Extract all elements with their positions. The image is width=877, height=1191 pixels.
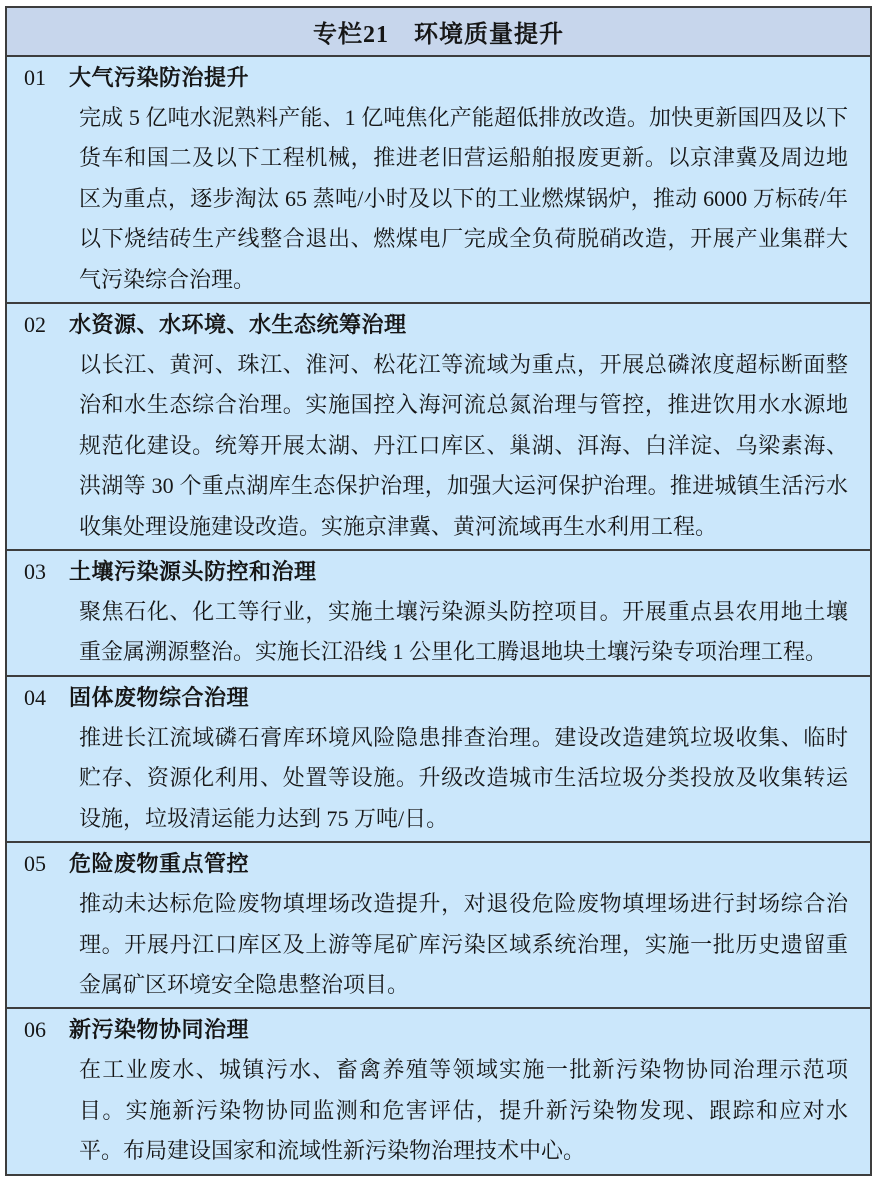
- panel-title: 专栏21 环境质量提升: [313, 22, 564, 48]
- section-heading: [7, 678, 848, 718]
- section-heading: [7, 58, 848, 98]
- panel-sections: [7, 57, 870, 1174]
- document-page: [0, 6, 877, 1176]
- section: [7, 675, 870, 841]
- section-body: 以长江、黄河、珠江、淮河、松花江等流域为重点，开展总磷浓度超标断面整治和水生态综合治理。实施国控入海河流总氮治理与管控，推进饮用水水源地规范化建设。统筹开展太湖、丹江口库区、巢湖、洱海、白洋淀、乌梁素海、洪湖等 30 个重点湖库生态保护治理，加强大运河保护治理。推进城镇生活污水收集处理设施建设改造。实施京津冀、黄河流域再生水利用工程。: [79, 352, 848, 539]
- panel-table: [5, 6, 872, 1176]
- section-number: 01: [24, 65, 46, 90]
- section-heading: [7, 552, 848, 592]
- section-title: 固体废物综合治理: [69, 684, 250, 710]
- section-body: 推进长江流域磷石膏库环境风险隐患排查治理。建设改造建筑垃圾收集、临时贮存、资源化利用、处置等设施。升级改造城市生活垃圾分类投放及收集转运设施，垃圾清运能力达到 75 万吨/日。: [79, 724, 848, 831]
- section: [7, 549, 870, 675]
- section-title: 新污染物协同治理: [69, 1017, 250, 1043]
- section-title: 大气污染防治提升: [69, 65, 250, 90]
- section-number: 05: [24, 851, 46, 877]
- panel-header: [7, 8, 870, 57]
- section-number: 02: [24, 312, 46, 338]
- section-body: 聚焦石化、化工等行业，实施土壤污染源头防控项目。开展重点县农用地土壤重金属溯源整治。实施长江沿线 1 公里化工腾退地块土壤污染专项治理工程。: [79, 599, 848, 665]
- section-title: 土壤污染源头防控和治理: [69, 559, 317, 585]
- section-title: 危险废物重点管控: [69, 851, 250, 877]
- section: [7, 57, 870, 302]
- section-body: 在工业废水、城镇污水、畜禽养殖等领域实施一批新污染物协同治理示范项目。实施新污染物协同监测和危害评估，提升新污染物发现、跟踪和应对水平。布局建设国家和流域性新污染物治理技术中心。: [79, 1057, 848, 1164]
- section-number: 03: [24, 559, 46, 585]
- section: [7, 1007, 870, 1173]
- section-body: 推动未达标危险废物填埋场改造提升，对退役危险废物填埋场进行封场综合治理。开展丹江口库区及上游等尾矿库污染区域系统治理，实施一批历史遗留重金属矿区环境安全隐患整治项目。: [79, 891, 848, 997]
- section: [7, 302, 870, 549]
- section-heading: [7, 305, 848, 345]
- section-body: 完成 5 亿吨水泥熟料产能、1 亿吨焦化产能超低排放改造。加快更新国四及以下货车和国二及以下工程机械，推进老旧营运船舶报废更新。以京津冀及周边地区为重点，逐步淘汰 65 蒸吨/小时及以下的工业燃煤锅炉，推动 6000 万标砖/年以下烧结砖生产线整合退出、燃煤电厂完成全负荷脱硝改造，开展产业集群大气污染综合治理。: [79, 105, 848, 292]
- section-title: 水资源、水环境、水生态统筹治理: [69, 312, 407, 338]
- section-heading: [7, 844, 848, 884]
- section-number: 04: [24, 684, 46, 710]
- section-heading: [7, 1010, 848, 1050]
- section-number: 06: [24, 1017, 46, 1043]
- section: [7, 841, 870, 1007]
